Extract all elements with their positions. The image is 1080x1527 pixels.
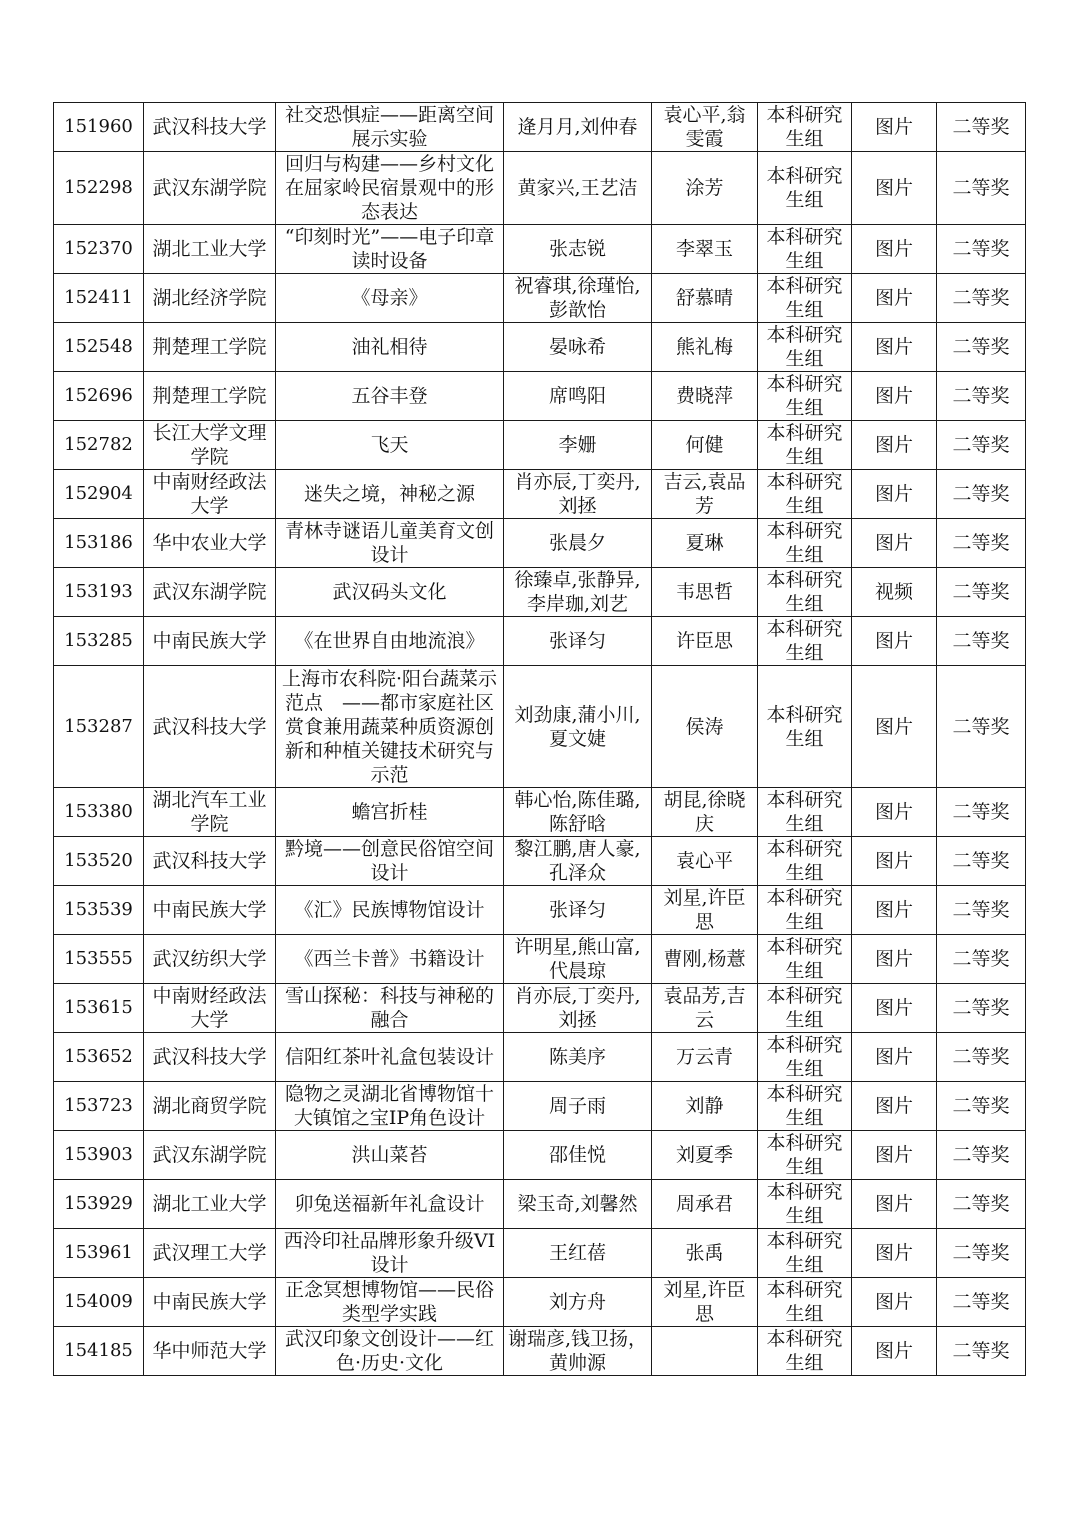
school-cell: 武汉东湖学院 [144, 1131, 276, 1180]
group-cell: 本科研究生组 [758, 225, 852, 274]
authors-cell: 邵佳悦 [504, 1131, 652, 1180]
work-title-cell: 《母亲》 [276, 274, 504, 323]
group-cell: 本科研究生组 [758, 1082, 852, 1131]
group-cell: 本科研究生组 [758, 617, 852, 666]
group-cell: 本科研究生组 [758, 103, 852, 152]
authors-cell: 王红蓓 [504, 1229, 652, 1278]
school-cell: 武汉东湖学院 [144, 568, 276, 617]
category-cell: 图片 [852, 1327, 937, 1376]
authors-cell: 韩心怡,陈佳璐,陈舒晗 [504, 788, 652, 837]
work-title-cell: 《西兰卡普》书籍设计 [276, 935, 504, 984]
award-cell: 二等奖 [937, 1327, 1026, 1376]
advisors-cell: 袁心平 [652, 837, 758, 886]
entry-id-cell: 153380 [54, 788, 144, 837]
school-cell: 湖北汽车工业学院 [144, 788, 276, 837]
entry-id-cell: 153929 [54, 1180, 144, 1229]
advisors-cell: 舒慕晴 [652, 274, 758, 323]
group-cell: 本科研究生组 [758, 837, 852, 886]
work-title-cell: 回归与构建——乡村文化在屈家岭民宿景观中的形态表达 [276, 152, 504, 225]
advisors-cell: 曹刚,杨薏 [652, 935, 758, 984]
entry-id-cell: 153285 [54, 617, 144, 666]
table-row [54, 935, 1026, 984]
advisors-cell: 夏琳 [652, 519, 758, 568]
table-row [54, 1033, 1026, 1082]
award-cell: 二等奖 [937, 274, 1026, 323]
table-row [54, 1180, 1026, 1229]
work-title-cell: “印刻时光”——电子印章读时设备 [276, 225, 504, 274]
work-title-cell: 飞天 [276, 421, 504, 470]
entry-id-cell: 153520 [54, 837, 144, 886]
table-row [54, 617, 1026, 666]
advisors-cell: 周承君 [652, 1180, 758, 1229]
group-cell: 本科研究生组 [758, 1033, 852, 1082]
group-cell: 本科研究生组 [758, 788, 852, 837]
award-cell: 二等奖 [937, 1180, 1026, 1229]
authors-cell: 许明星,熊山富,代晨琼 [504, 935, 652, 984]
work-title-cell: 隐物之灵湖北省博物馆十大镇馆之宝IP角色设计 [276, 1082, 504, 1131]
school-cell: 武汉科技大学 [144, 103, 276, 152]
authors-cell: 张译匀 [504, 886, 652, 935]
work-title-cell: 武汉印象文创设计——红色·历史·文化 [276, 1327, 504, 1376]
work-title-cell: 《汇》民族博物馆设计 [276, 886, 504, 935]
table-body [54, 103, 1026, 1376]
authors-cell: 晏咏希 [504, 323, 652, 372]
table-row [54, 1278, 1026, 1327]
school-cell: 湖北商贸学院 [144, 1082, 276, 1131]
entry-id-cell: 151960 [54, 103, 144, 152]
authors-cell: 张晨夕 [504, 519, 652, 568]
group-cell: 本科研究生组 [758, 519, 852, 568]
school-cell: 中南民族大学 [144, 617, 276, 666]
authors-cell: 黎江鹏,唐人豪,孔泽众 [504, 837, 652, 886]
category-cell: 图片 [852, 617, 937, 666]
group-cell: 本科研究生组 [758, 1278, 852, 1327]
advisors-cell [652, 1327, 758, 1376]
work-title-cell: 武汉码头文化 [276, 568, 504, 617]
school-cell: 湖北经济学院 [144, 274, 276, 323]
entry-id-cell: 152298 [54, 152, 144, 225]
category-cell: 图片 [852, 886, 937, 935]
work-title-cell: 五谷丰登 [276, 372, 504, 421]
category-cell: 图片 [852, 274, 937, 323]
table-row [54, 372, 1026, 421]
advisors-cell: 刘星,许臣思 [652, 886, 758, 935]
category-cell: 图片 [852, 1082, 937, 1131]
advisors-cell: 许臣思 [652, 617, 758, 666]
school-cell: 武汉科技大学 [144, 837, 276, 886]
entry-id-cell: 153193 [54, 568, 144, 617]
authors-cell: 黄家兴,王艺洁 [504, 152, 652, 225]
table-row [54, 470, 1026, 519]
table-row [54, 103, 1026, 152]
group-cell: 本科研究生组 [758, 372, 852, 421]
entry-id-cell: 153723 [54, 1082, 144, 1131]
table-row [54, 323, 1026, 372]
award-cell: 二等奖 [937, 788, 1026, 837]
award-cell: 二等奖 [937, 935, 1026, 984]
work-title-cell: 社交恐惧症——距离空间展示实验 [276, 103, 504, 152]
authors-cell: 肖亦辰,丁奕丹,刘拯 [504, 984, 652, 1033]
entry-id-cell: 152411 [54, 274, 144, 323]
category-cell: 视频 [852, 568, 937, 617]
authors-cell: 梁玉奇,刘馨然 [504, 1180, 652, 1229]
table-row [54, 788, 1026, 837]
work-title-cell: 洪山菜苔 [276, 1131, 504, 1180]
entry-id-cell: 154185 [54, 1327, 144, 1376]
group-cell: 本科研究生组 [758, 1131, 852, 1180]
entry-id-cell: 153961 [54, 1229, 144, 1278]
school-cell: 武汉纺织大学 [144, 935, 276, 984]
table-row [54, 666, 1026, 788]
entry-id-cell: 153615 [54, 984, 144, 1033]
table-row [54, 837, 1026, 886]
group-cell: 本科研究生组 [758, 1180, 852, 1229]
category-cell: 图片 [852, 984, 937, 1033]
group-cell: 本科研究生组 [758, 421, 852, 470]
entry-id-cell: 153555 [54, 935, 144, 984]
school-cell: 湖北工业大学 [144, 1180, 276, 1229]
award-cell: 二等奖 [937, 519, 1026, 568]
authors-cell: 周子雨 [504, 1082, 652, 1131]
work-title-cell: 黔境——创意民俗馆空间设计 [276, 837, 504, 886]
advisors-cell: 何健 [652, 421, 758, 470]
school-cell: 中南民族大学 [144, 1278, 276, 1327]
advisors-cell: 熊礼梅 [652, 323, 758, 372]
table-row [54, 421, 1026, 470]
entry-id-cell: 153186 [54, 519, 144, 568]
authors-cell: 张译匀 [504, 617, 652, 666]
authors-cell: 席鸣阳 [504, 372, 652, 421]
table-row [54, 152, 1026, 225]
school-cell: 中南民族大学 [144, 886, 276, 935]
award-cell: 二等奖 [937, 372, 1026, 421]
table-row [54, 1229, 1026, 1278]
award-cell: 二等奖 [937, 323, 1026, 372]
authors-cell: 逄月月,刘仲春 [504, 103, 652, 152]
table-row [54, 1082, 1026, 1131]
table-row [54, 984, 1026, 1033]
authors-cell: 谢瑞彦,钱卫扬，黄帅源 [504, 1327, 652, 1376]
advisors-cell: 涂芳 [652, 152, 758, 225]
category-cell: 图片 [852, 788, 937, 837]
category-cell: 图片 [852, 372, 937, 421]
award-cell: 二等奖 [937, 225, 1026, 274]
award-cell: 二等奖 [937, 617, 1026, 666]
work-title-cell: 《在世界自由地流浪》 [276, 617, 504, 666]
group-cell: 本科研究生组 [758, 935, 852, 984]
entry-id-cell: 152782 [54, 421, 144, 470]
group-cell: 本科研究生组 [758, 274, 852, 323]
school-cell: 武汉科技大学 [144, 666, 276, 788]
entry-id-cell: 153903 [54, 1131, 144, 1180]
advisors-cell: 刘夏季 [652, 1131, 758, 1180]
award-cell: 二等奖 [937, 1131, 1026, 1180]
advisors-cell: 张禹 [652, 1229, 758, 1278]
entry-id-cell: 152696 [54, 372, 144, 421]
table-row [54, 1131, 1026, 1180]
work-title-cell: 上海市农科院·阳台蔬菜示范点 ——都市家庭社区赏食兼用蔬菜种质资源创新和种植关键技术研究与示范 [276, 666, 504, 788]
award-cell: 二等奖 [937, 1229, 1026, 1278]
entry-id-cell: 153287 [54, 666, 144, 788]
authors-cell: 刘劲康,蒲小川,夏文婕 [504, 666, 652, 788]
entry-id-cell: 154009 [54, 1278, 144, 1327]
advisors-cell: 胡昆,徐晓庆 [652, 788, 758, 837]
school-cell: 武汉东湖学院 [144, 152, 276, 225]
award-cell: 二等奖 [937, 984, 1026, 1033]
school-cell: 中南财经政法大学 [144, 470, 276, 519]
category-cell: 图片 [852, 935, 937, 984]
table-row [54, 274, 1026, 323]
work-title-cell: 雪山探秘：科技与神秘的融合 [276, 984, 504, 1033]
work-title-cell: 油礼相待 [276, 323, 504, 372]
work-title-cell: 信阳红茶叶礼盒包装设计 [276, 1033, 504, 1082]
work-title-cell: 西泠印社品牌形象升级VI设计 [276, 1229, 504, 1278]
advisors-cell: 侯涛 [652, 666, 758, 788]
work-title-cell: 卯兔送福新年礼盒设计 [276, 1180, 504, 1229]
group-cell: 本科研究生组 [758, 666, 852, 788]
entry-id-cell: 153652 [54, 1033, 144, 1082]
category-cell: 图片 [852, 323, 937, 372]
work-title-cell: 青林寺谜语儿童美育文创设计 [276, 519, 504, 568]
advisors-cell: 韦思哲 [652, 568, 758, 617]
group-cell: 本科研究生组 [758, 1229, 852, 1278]
authors-cell: 徐臻卓,张静异,李岸珈,刘艺 [504, 568, 652, 617]
school-cell: 湖北工业大学 [144, 225, 276, 274]
advisors-cell: 刘星,许臣思 [652, 1278, 758, 1327]
award-cell: 二等奖 [937, 103, 1026, 152]
entry-id-cell: 152548 [54, 323, 144, 372]
group-cell: 本科研究生组 [758, 886, 852, 935]
award-cell: 二等奖 [937, 470, 1026, 519]
table-row [54, 225, 1026, 274]
award-cell: 二等奖 [937, 1033, 1026, 1082]
authors-cell: 李姗 [504, 421, 652, 470]
award-cell: 二等奖 [937, 886, 1026, 935]
award-cell: 二等奖 [937, 666, 1026, 788]
advisors-cell: 万云青 [652, 1033, 758, 1082]
table-row [54, 1327, 1026, 1376]
advisors-cell: 费晓萍 [652, 372, 758, 421]
category-cell: 图片 [852, 1278, 937, 1327]
work-title-cell: 正念冥想博物馆——民俗类型学实践 [276, 1278, 504, 1327]
group-cell: 本科研究生组 [758, 323, 852, 372]
award-cell: 二等奖 [937, 152, 1026, 225]
category-cell: 图片 [852, 1131, 937, 1180]
school-cell: 长江大学文理学院 [144, 421, 276, 470]
school-cell: 荆楚理工学院 [144, 372, 276, 421]
award-cell: 二等奖 [937, 421, 1026, 470]
group-cell: 本科研究生组 [758, 470, 852, 519]
school-cell: 华中农业大学 [144, 519, 276, 568]
authors-cell: 张志锐 [504, 225, 652, 274]
category-cell: 图片 [852, 103, 937, 152]
award-cell: 二等奖 [937, 568, 1026, 617]
entry-id-cell: 152904 [54, 470, 144, 519]
category-cell: 图片 [852, 421, 937, 470]
work-title-cell: 蟾宫折桂 [276, 788, 504, 837]
school-cell: 武汉理工大学 [144, 1229, 276, 1278]
category-cell: 图片 [852, 152, 937, 225]
category-cell: 图片 [852, 1033, 937, 1082]
entry-id-cell: 152370 [54, 225, 144, 274]
award-cell: 二等奖 [937, 1082, 1026, 1131]
authors-cell: 祝睿琪,徐瑾怡,彭歆怡 [504, 274, 652, 323]
work-title-cell: 迷失之境，神秘之源 [276, 470, 504, 519]
table-row [54, 519, 1026, 568]
award-cell: 二等奖 [937, 837, 1026, 886]
group-cell: 本科研究生组 [758, 984, 852, 1033]
authors-cell: 陈美序 [504, 1033, 652, 1082]
table-row [54, 568, 1026, 617]
category-cell: 图片 [852, 1229, 937, 1278]
school-cell: 华中师范大学 [144, 1327, 276, 1376]
school-cell: 武汉科技大学 [144, 1033, 276, 1082]
category-cell: 图片 [852, 519, 937, 568]
category-cell: 图片 [852, 837, 937, 886]
school-cell: 中南财经政法大学 [144, 984, 276, 1033]
group-cell: 本科研究生组 [758, 568, 852, 617]
table-row [54, 886, 1026, 935]
school-cell: 荆楚理工学院 [144, 323, 276, 372]
authors-cell: 刘方舟 [504, 1278, 652, 1327]
category-cell: 图片 [852, 666, 937, 788]
award-cell: 二等奖 [937, 1278, 1026, 1327]
advisors-cell: 吉云,袁品芳 [652, 470, 758, 519]
results-table [53, 102, 1026, 1376]
advisors-cell: 李翠玉 [652, 225, 758, 274]
entry-id-cell: 153539 [54, 886, 144, 935]
category-cell: 图片 [852, 1180, 937, 1229]
category-cell: 图片 [852, 225, 937, 274]
advisors-cell: 袁心平,翁雯霞 [652, 103, 758, 152]
group-cell: 本科研究生组 [758, 152, 852, 225]
authors-cell: 肖亦辰,丁奕丹,刘拯 [504, 470, 652, 519]
advisors-cell: 袁品芳,吉云 [652, 984, 758, 1033]
advisors-cell: 刘静 [652, 1082, 758, 1131]
category-cell: 图片 [852, 470, 937, 519]
group-cell: 本科研究生组 [758, 1327, 852, 1376]
